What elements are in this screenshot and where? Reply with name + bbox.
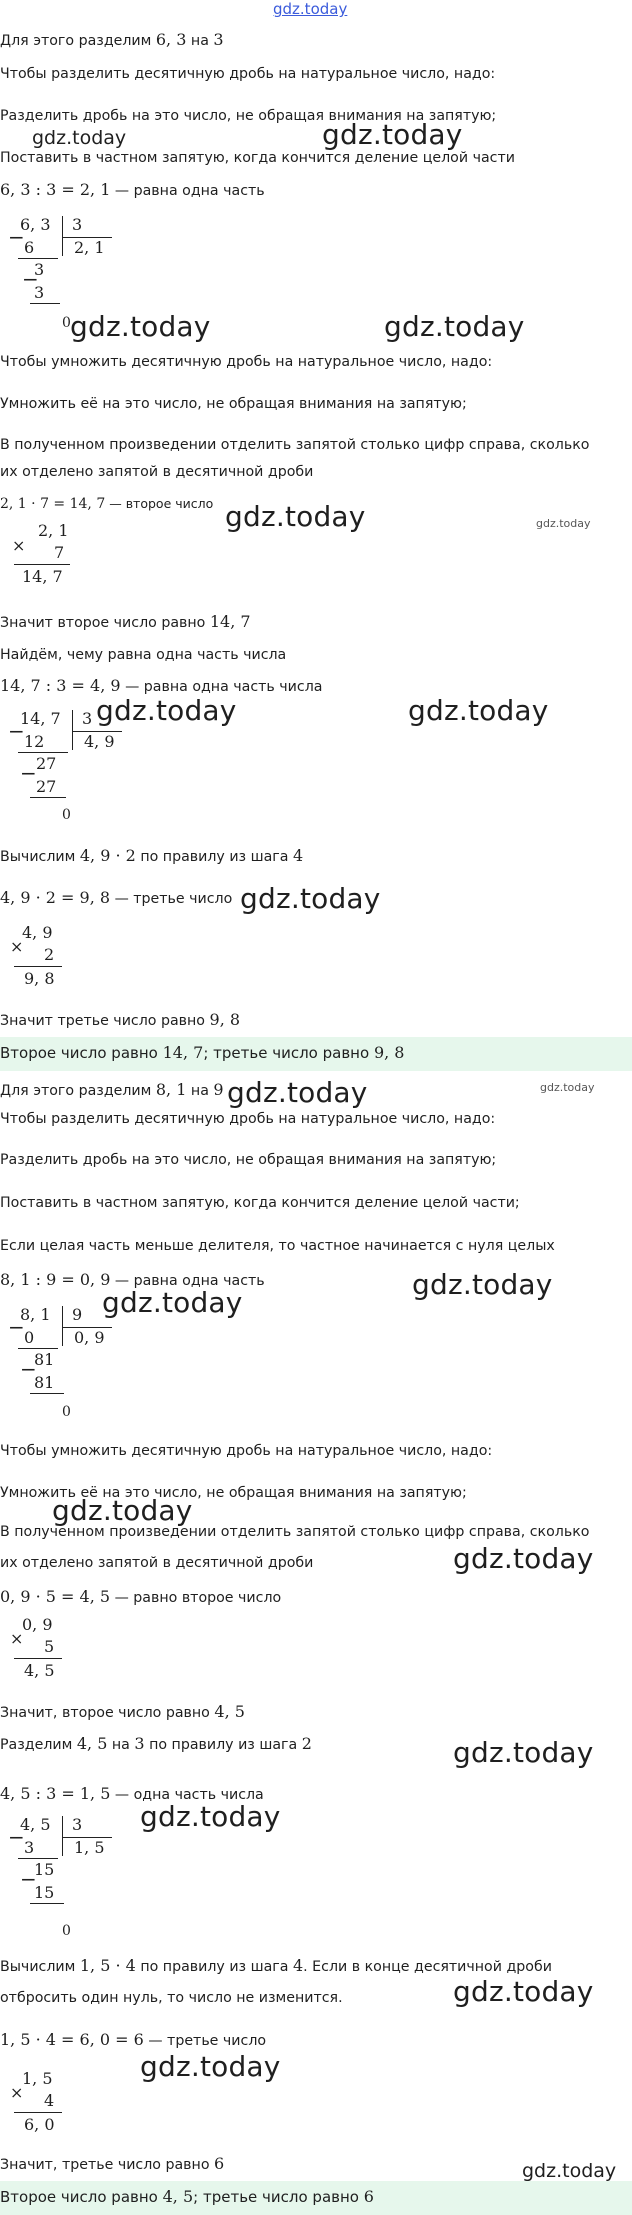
watermark-text: gdz.today — [70, 310, 211, 343]
divide-divisor: 3 — [134, 1734, 145, 1753]
third-value: 9, 8 — [209, 1010, 241, 1029]
quotient: 2, 1 — [74, 238, 105, 257]
header-site-link[interactable]: gdz.today — [273, 0, 348, 18]
division-bar — [62, 1816, 63, 1856]
task1-answer — [0, 1043, 404, 1063]
subtrahend-2: 27 — [36, 777, 57, 796]
calc-expression: 1, 5 · 4 — [79, 1956, 136, 1975]
watermark-text: gdz.today — [227, 1076, 368, 1109]
eq4-note: — третье число — [148, 2033, 267, 2049]
final-remainder: 0 — [62, 315, 71, 331]
divisor: 9 — [72, 1305, 83, 1324]
minus-sign-2: − — [20, 1357, 37, 1381]
minus-sign-2: − — [22, 267, 39, 291]
eq3-note: — одна часть числа — [114, 1787, 264, 1803]
watermark-text: gdz.today — [453, 1975, 594, 2008]
subtrahend-2: 81 — [34, 1373, 55, 1392]
task1-eq1 — [0, 180, 265, 201]
intro-on: на — [190, 33, 209, 49]
minus-sign-2: − — [20, 1867, 37, 1891]
task2-calc-note: отбросить один нуль, то число не изменится. — [0, 1990, 343, 2006]
third-is-text: Значит, третье число равно — [0, 2157, 210, 2173]
underline-1 — [18, 752, 68, 753]
minus-sign: − — [8, 719, 25, 743]
subtrahend-1: 6 — [24, 238, 35, 257]
product-line — [14, 966, 62, 967]
underline-1 — [18, 1348, 58, 1349]
eq1-expression: 8, 1 : 9 = 0, 9 — [0, 1270, 111, 1289]
eq3-expression: 14, 7 : 3 = 4, 9 — [0, 676, 121, 695]
subtrahend-1: 3 — [24, 1838, 35, 1857]
task2-answer — [0, 2187, 374, 2207]
task2-rule-div-3: Если целая часть меньше делителя, то частное начинается с нуля целых — [0, 1238, 555, 1254]
watermark-text: gdz.today — [384, 310, 525, 343]
product-line — [14, 564, 70, 565]
remainder-1: 15 — [34, 1860, 55, 1879]
multiplicand: 1, 5 — [22, 2069, 53, 2088]
multiplicand: 2, 1 — [38, 521, 69, 540]
second-value: 4, 5 — [214, 1702, 245, 1721]
watermark-text: gdz.today — [322, 118, 463, 151]
product: 9, 8 — [24, 969, 55, 988]
task2-rule-mul-2b: их отделено запятой в десятичной дроби — [0, 1555, 314, 1571]
answer-second: 14, 7 — [162, 1043, 204, 1062]
watermark-text: gdz.today — [536, 517, 591, 530]
watermark-text: gdz.today — [540, 1081, 595, 1094]
eq3-expression: 4, 5 : 3 = 1, 5 — [0, 1784, 111, 1803]
intro-text: Для этого разделим — [0, 33, 152, 49]
watermark-text: gdz.today — [32, 127, 127, 149]
watermark-text: gdz.today — [52, 1494, 193, 1527]
task2-intro — [0, 1080, 224, 1101]
calc-step: 4 — [292, 846, 304, 865]
multiplicand: 0, 9 — [22, 1615, 53, 1634]
calc-text-b: по правилу из шага — [140, 1959, 289, 1975]
calc-text-a: Вычислим — [0, 1959, 76, 1975]
final-remainder: 0 — [62, 807, 71, 823]
subtrahend-2: 15 — [34, 1883, 55, 1902]
task2-rule-mul-2a: В полученном произведении отделить запятой столько цифр справа, сколько — [0, 1524, 590, 1540]
divide-text-b: по правилу из шага — [149, 1737, 298, 1753]
watermark-text: gdz.today — [225, 500, 366, 533]
eq1-note: — равна одна часть — [114, 1273, 265, 1289]
calc-step: 4 — [292, 1956, 304, 1975]
quotient: 1, 5 — [74, 1838, 105, 1857]
intro-divisor: 3 — [213, 30, 224, 49]
second-value: 14, 7 — [209, 612, 251, 631]
task2-second-is — [0, 1702, 245, 1723]
watermark-text: gdz.today — [453, 1736, 594, 1769]
multiplicand: 4, 9 — [22, 923, 53, 942]
task2-rule-mul-title: Чтобы умножить десятичную дробь на натуральное число, надо: — [0, 1443, 493, 1459]
task1-second-is — [0, 612, 251, 633]
divisor: 3 — [72, 215, 83, 234]
divisor: 3 — [72, 1815, 83, 1834]
watermark-text: gdz.today — [412, 1268, 553, 1301]
minus-sign: − — [8, 225, 25, 249]
divide-text-a: Разделим — [0, 1737, 73, 1753]
product: 6, 0 — [24, 2115, 55, 2134]
remainder-1: 81 — [34, 1350, 55, 1369]
times-sign: × — [12, 536, 26, 555]
subtrahend-1: 0 — [24, 1328, 35, 1347]
second-is-text: Значит, второе число равно — [0, 1705, 210, 1721]
division-bar — [62, 216, 63, 256]
eq3-note: — равна одна часть числа — [125, 679, 323, 695]
subtrahend-1: 12 — [24, 732, 45, 751]
underline-2 — [30, 1903, 64, 1904]
times-sign: × — [10, 937, 24, 956]
watermark-text: gdz.today — [102, 1286, 243, 1319]
intro-text: Для этого разделим — [0, 1083, 152, 1099]
eq2-expression: 2, 1 · 7 = 14, 7 — [0, 496, 106, 512]
task2-eq4 — [0, 2030, 266, 2051]
watermark-text: gdz.today — [96, 694, 237, 727]
task2-divide — [0, 1734, 312, 1755]
task1-eq4 — [0, 888, 232, 909]
task1-rule-mul-2b: их отделено запятой в десятичной дроби — [0, 464, 314, 480]
minus-sign-2: − — [20, 761, 37, 785]
task1-rule-mul-2a: В полученном произведении отделить запятой столько цифр справа, сколько — [0, 437, 590, 453]
division-bar — [72, 710, 73, 750]
eq1-expression: 6, 3 : 3 = 2, 1 — [0, 180, 111, 199]
task1-find-part: Найдём, чему равна одна часть числа — [0, 647, 287, 663]
task1-rule-div-1: Разделить дробь на это число, не обращая внимания на запятую; — [0, 108, 497, 124]
remainder-1: 3 — [34, 260, 45, 279]
minus-sign: − — [8, 1315, 25, 1339]
task2-eq2 — [0, 1587, 281, 1608]
final-remainder: 0 — [62, 1923, 71, 1939]
eq4-expression: 4, 9 · 2 = 9, 8 — [0, 888, 111, 907]
divide-value: 4, 5 — [76, 1734, 108, 1753]
remainder-1: 27 — [36, 754, 57, 773]
underline-2 — [30, 1393, 64, 1394]
task1-rule-mul-1: Умножить её на это число, не обращая внимания на запятую; — [0, 396, 467, 412]
product-line — [14, 1658, 62, 1659]
task2-rule-div-title: Чтобы разделить десятичную дробь на натуральное число, надо: — [0, 1111, 496, 1127]
dividend: 4, 5 — [20, 1815, 51, 1834]
answer-text-b: ; третье число равно — [203, 1044, 370, 1062]
task2-third-is — [0, 2154, 224, 2175]
answer-text-a: Второе число равно — [0, 1044, 158, 1062]
watermark-text: gdz.today — [140, 2050, 281, 2083]
dividend: 8, 1 — [20, 1305, 51, 1324]
task2-rule-div-1: Разделить дробь на это число, не обращая внимания на запятую; — [0, 1152, 497, 1168]
final-remainder: 0 — [62, 1404, 71, 1420]
watermark-text: gdz.today — [408, 694, 549, 727]
eq4-expression: 1, 5 · 4 = 6, 0 = 6 — [0, 2030, 144, 2049]
task1-eq2 — [0, 494, 213, 514]
division-bar — [62, 1306, 63, 1346]
underline-2 — [30, 797, 66, 798]
answer-third: 9, 8 — [373, 1043, 405, 1062]
intro-value: 8, 1 — [155, 1080, 187, 1099]
task2-calc — [0, 1956, 552, 1977]
answer-text-a: Второе число равно — [0, 2188, 158, 2206]
divisor: 3 — [82, 709, 93, 728]
second-is-text: Значит второе число равно — [0, 615, 206, 631]
divide-on: на — [111, 1737, 130, 1753]
task1-rule-div-title: Чтобы разделить десятичную дробь на натуральное число, надо: — [0, 66, 496, 82]
eq2-expression: 0, 9 · 5 = 4, 5 — [0, 1587, 111, 1606]
watermark-text: gdz.today — [140, 1800, 281, 1833]
intro-divisor: 9 — [213, 1080, 224, 1099]
dividend: 6, 3 — [20, 215, 51, 234]
third-is-text: Значит третье число равно — [0, 1013, 205, 1029]
calc-text-c: . Если в конце десятичной дроби — [303, 1959, 552, 1975]
quotient: 0, 9 — [74, 1328, 105, 1347]
intro-on: на — [190, 1083, 209, 1099]
times-sign: × — [10, 1629, 24, 1648]
answer-text-b: ; третье число равно — [193, 2188, 359, 2206]
subtrahend-2: 3 — [34, 283, 45, 302]
divide-step: 2 — [301, 1734, 312, 1753]
multiplier: 5 — [44, 1637, 55, 1656]
answer-third: 6 — [363, 2187, 374, 2206]
eq1-note: — равна одна часть — [114, 183, 265, 199]
product: 14, 7 — [22, 567, 63, 586]
multiplier: 4 — [44, 2091, 55, 2110]
calc-text-a: Вычислим — [0, 849, 76, 865]
task1-calc — [0, 846, 303, 867]
product: 4, 5 — [24, 1661, 55, 1680]
answer-second: 4, 5 — [162, 2187, 194, 2206]
underline-1 — [18, 1858, 58, 1859]
task1-rule-mul-title: Чтобы умножить десятичную дробь на натуральное число, надо: — [0, 354, 493, 370]
multiplier: 7 — [54, 543, 65, 562]
task1-third-is — [0, 1010, 240, 1031]
watermark-text: gdz.today — [240, 882, 381, 915]
eq2-note: — равно второе число — [114, 1590, 282, 1606]
calc-expression: 4, 9 · 2 — [79, 846, 136, 865]
product-line — [14, 2112, 62, 2113]
eq2-note: — второе число — [109, 496, 214, 511]
task2-rule-div-2: Поставить в частном запятую, когда кончится деление целой части; — [0, 1195, 520, 1211]
intro-value: 6, 3 — [155, 30, 187, 49]
watermark-text: gdz.today — [522, 2160, 617, 2182]
task1-rule-div-2: Поставить в частном запятую, когда кончится деление целой части — [0, 150, 515, 166]
underline-1 — [18, 258, 58, 259]
minus-sign: − — [8, 1825, 25, 1849]
task1-intro — [0, 30, 224, 51]
third-value: 6 — [214, 2154, 225, 2173]
watermark-text: gdz.today — [453, 1542, 594, 1575]
calc-text-b: по правилу из шага — [140, 849, 289, 865]
task2-rule-mul-1: Умножить её на это число, не обращая внимания на запятую; — [0, 1485, 467, 1501]
underline-2 — [30, 303, 60, 304]
quotient: 4, 9 — [84, 732, 115, 751]
dividend: 14, 7 — [20, 709, 61, 728]
times-sign: × — [10, 2083, 24, 2102]
multiplier: 2 — [44, 945, 55, 964]
eq4-note: — третье число — [114, 891, 233, 907]
